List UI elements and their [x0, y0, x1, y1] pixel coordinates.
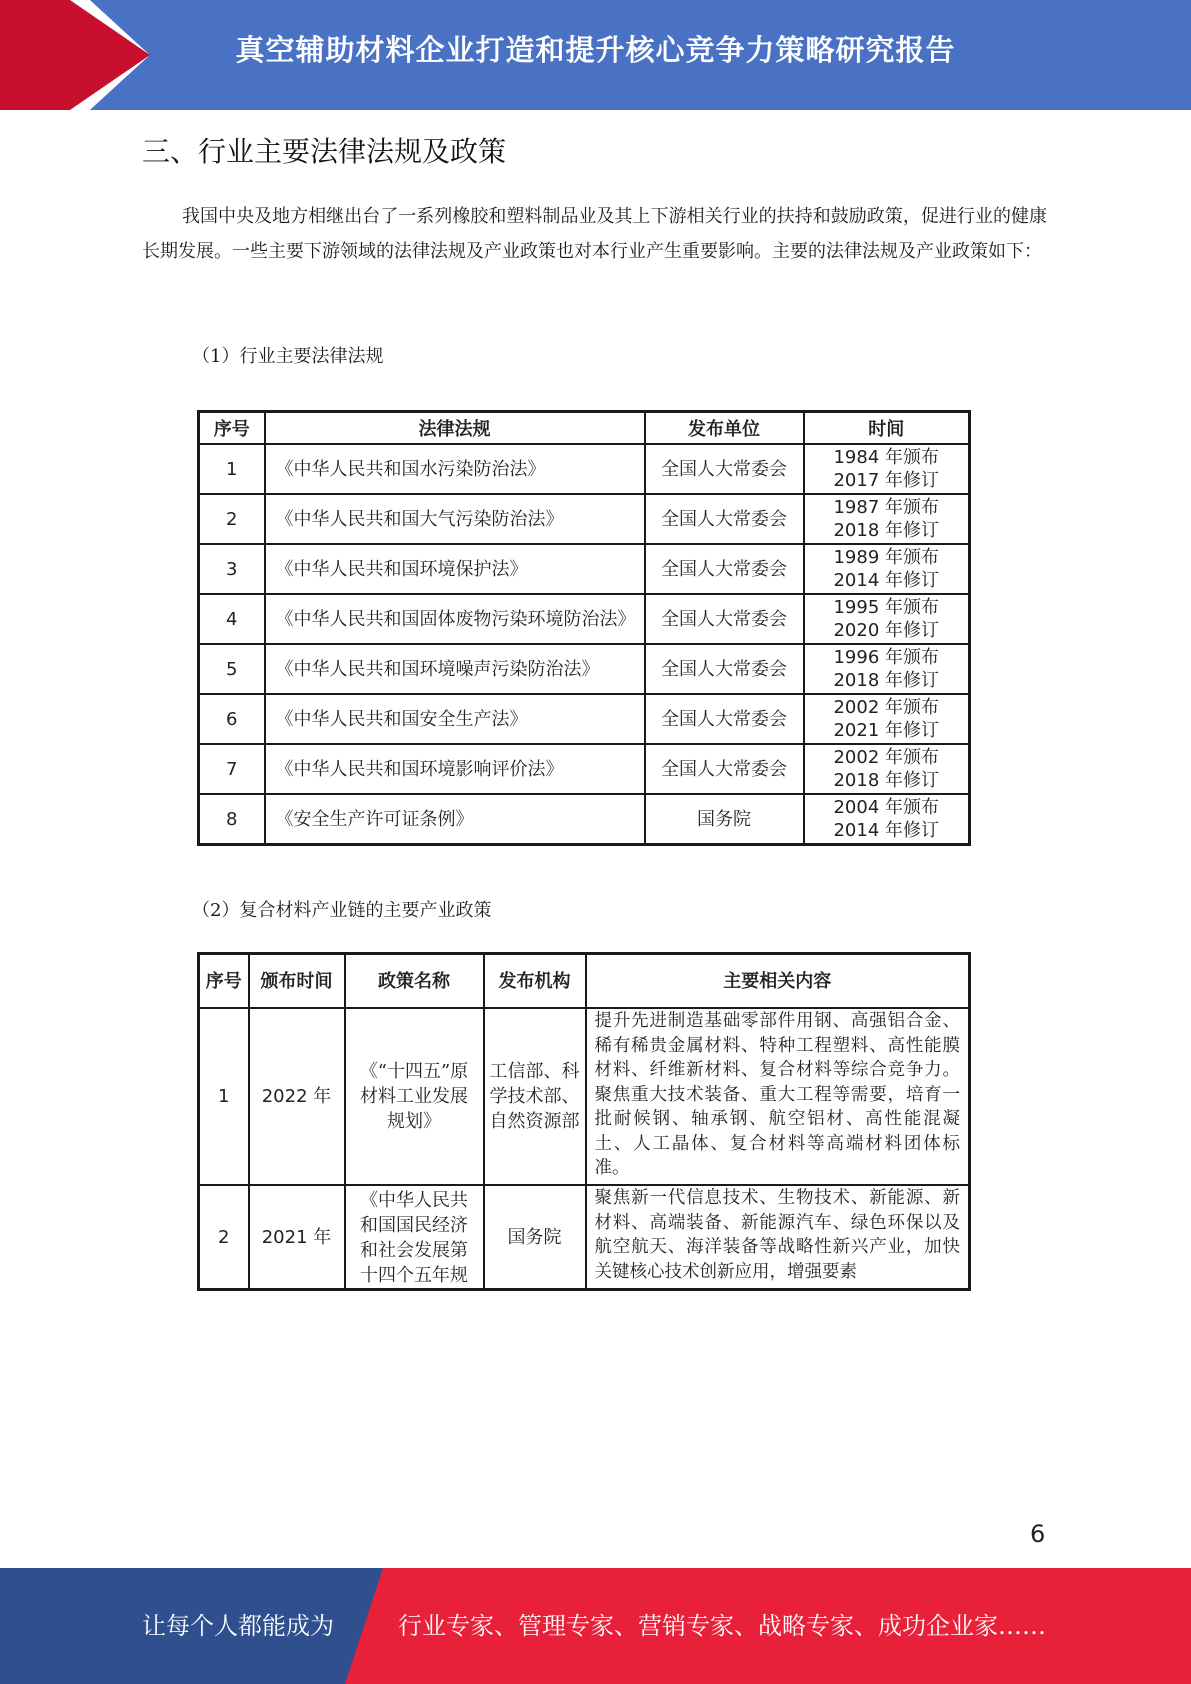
table-row [199, 744, 970, 794]
revised-time: 2014 年修订 [833, 820, 940, 841]
header-cell: 发布机构 [484, 954, 586, 1009]
header-cell: 发布单位 [645, 412, 804, 445]
page-header [0, 0, 1191, 110]
row-number: 5 [199, 644, 265, 694]
header-cell: 序号 [199, 412, 265, 445]
policy-content: 聚焦新一代信息技术、生物技术、新能源、新材料、高端装备、新能源汽车、绿色环保以及航空航天、海洋装备等战略性新兴产业，加快关键核心技术创新应用，增强要素 [594, 1188, 960, 1282]
law-name: 《安全生产许可证条例》 [265, 794, 645, 845]
issued-time: 1995 年颁布 [833, 597, 940, 618]
issuer: 全国人大常委会 [645, 544, 804, 594]
time-cell [804, 694, 970, 744]
issuer: 全国人大常委会 [645, 644, 804, 694]
revised-time: 2018 年修订 [833, 770, 940, 791]
policy-content-cell [586, 1185, 970, 1290]
page-number: 6 [1030, 1520, 1046, 1548]
issued-time: 1987 年颁布 [833, 497, 940, 518]
law-name: 《中华人民共和国水污染防治法》 [265, 444, 645, 494]
issued-time: 2002 年颁布 [833, 697, 940, 718]
table-row [199, 594, 970, 644]
law-name: 《中华人民共和国大气污染防治法》 [265, 494, 645, 544]
intro-paragraph: 我国中央及地方相继出台了一系列橡胶和塑料制品业及其上下游相关行业的扶持和鼓励政策，促进行业的健康长期发展。一些主要下游领域的法律法规及产业政策也对本行业产生重要影响。主要的法律法规及产业政策如下： [142, 206, 1047, 262]
issuer: 全国人大常委会 [645, 494, 804, 544]
table-row [199, 544, 970, 594]
issuer: 全国人大常委会 [645, 694, 804, 744]
header-cell: 法律法规 [265, 412, 645, 445]
row-number: 7 [199, 744, 265, 794]
law-name: 《中华人民共和国安全生产法》 [265, 694, 645, 744]
table-row [199, 644, 970, 694]
revised-time: 2017 年修订 [833, 470, 940, 491]
issue-year: 2021 年 [249, 1185, 345, 1290]
time-cell [804, 644, 970, 694]
issued-time: 2002 年颁布 [833, 747, 940, 768]
issuer: 全国人大常委会 [645, 444, 804, 494]
header-cell: 时间 [804, 412, 970, 445]
issued-time: 1996 年颁布 [833, 647, 940, 668]
row-number: 6 [199, 694, 265, 744]
table-row [199, 494, 970, 544]
header-cell: 序号 [199, 954, 249, 1009]
revised-time: 2020 年修订 [833, 620, 940, 641]
footer-slogan-right: 行业专家、管理专家、营销专家、战略专家、成功企业家…… [398, 1612, 1046, 1640]
row-number: 1 [199, 444, 265, 494]
revised-time: 2018 年修订 [833, 670, 940, 691]
time-cell [804, 444, 970, 494]
header-cell: 政策名称 [345, 954, 484, 1009]
revised-time: 2018 年修订 [833, 520, 940, 541]
laws-table [197, 410, 971, 846]
revised-time: 2021 年修订 [833, 720, 940, 741]
issued-time: 2004 年颁布 [833, 797, 940, 818]
footer-slogan-left: 让每个人都能成为 [142, 1612, 334, 1640]
table-header-row [199, 954, 970, 1009]
table-row [199, 694, 970, 744]
row-number: 2 [199, 494, 265, 544]
row-number: 8 [199, 794, 265, 845]
issuer: 全国人大常委会 [645, 594, 804, 644]
time-cell [804, 744, 970, 794]
table-row [199, 1008, 970, 1185]
report-title: 真空辅助材料企业打造和提升核心竞争力策略研究报告 [235, 33, 956, 67]
law-name: 《中华人民共和国固体废物污染环境防治法》 [265, 594, 645, 644]
section-title: 三、行业主要法律法规及政策 [142, 135, 507, 168]
table-row [199, 1185, 970, 1290]
time-cell [804, 544, 970, 594]
row-number: 2 [199, 1185, 249, 1290]
issuer: 全国人大常委会 [645, 744, 804, 794]
policy-name: 《“十四五”原材料工业发展规划》 [345, 1008, 484, 1185]
issuer: 国务院 [645, 794, 804, 845]
table-header-row [199, 412, 970, 445]
time-cell [804, 794, 970, 845]
time-cell [804, 594, 970, 644]
page-footer [0, 1568, 1191, 1684]
law-name: 《中华人民共和国环境噪声污染防治法》 [265, 644, 645, 694]
issuing-agency: 工信部、科学技术部、自然资源部 [484, 1008, 586, 1185]
policy-name: 《中华人民共和国国民经济和社会发展第十四个五年规 [360, 1190, 468, 1286]
row-number: 1 [199, 1008, 249, 1185]
row-number: 3 [199, 544, 265, 594]
time-cell [804, 494, 970, 544]
policy-content: 提升先进制造基础零部件用钢、高强铝合金、稀有稀贵金属材料、特种工程塑料、高性能膜材料、纤维新材料、复合材料等综合竞争力。聚焦重大技术装备、重大工程等需要，培育一批耐候钢、轴承钢、航空铝材、高性能混凝土、人工晶体、复合材料等高端材料团体标准。 [586, 1008, 970, 1185]
law-name: 《中华人民共和国环境影响评价法》 [265, 744, 645, 794]
issued-time: 1989 年颁布 [833, 547, 940, 568]
issuing-agency: 国务院 [484, 1185, 586, 1290]
issued-time: 1984 年颁布 [833, 447, 940, 468]
laws-subtitle: （1）行业主要法律法规 [192, 346, 384, 367]
policy-name-cell [345, 1185, 484, 1290]
issue-year: 2022 年 [249, 1008, 345, 1185]
header-cell: 颁布时间 [249, 954, 345, 1009]
table-row [199, 794, 970, 845]
policies-table [197, 952, 971, 1291]
table-row [199, 444, 970, 494]
revised-time: 2014 年修订 [833, 570, 940, 591]
header-cell: 主要相关内容 [586, 954, 970, 1009]
policies-subtitle: （2）复合材料产业链的主要产业政策 [192, 900, 492, 921]
row-number: 4 [199, 594, 265, 644]
law-name: 《中华人民共和国环境保护法》 [265, 544, 645, 594]
